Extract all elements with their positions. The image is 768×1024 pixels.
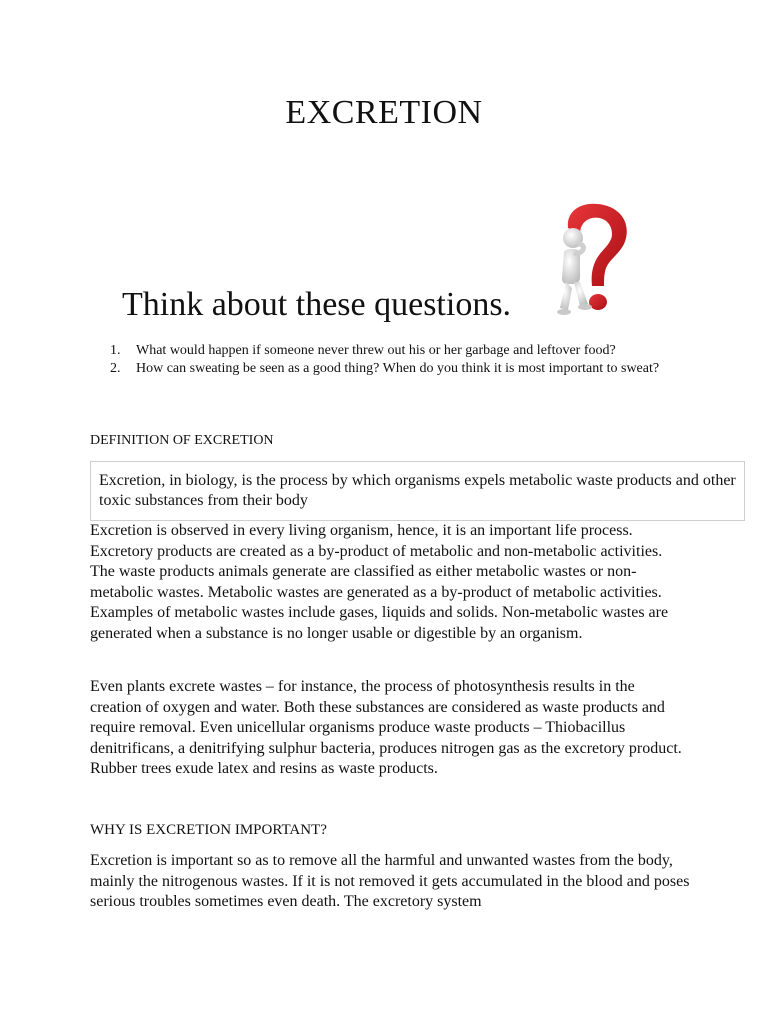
list-number: 1. [110, 343, 121, 358]
list-item [90, 360, 690, 378]
definition-text: Excretion, in biology, is the process by which organisms expels metabolic waste products and other toxic substances from their body [99, 472, 736, 509]
question-text: How can sweating be seen as a good thing? When do you think it is most important to sweat? [136, 361, 660, 376]
thinking-figure-graphic [546, 198, 636, 322]
importance-heading: WHY IS EXCRETION IMPORTANT? [90, 822, 327, 838]
definition-heading: DEFINITION OF EXCRETION [90, 433, 274, 448]
body-paragraph-1: Excretion is observed in every living organism, hence, it is an important life process. Excretory products are created as a by-product of metabolic and non-metabolic activities. The waste products animals generate are classified as either metabolic wastes or non-metabolic wastes. Metabolic wastes are generated as a by-product of metabolic activities. Examples of metabolic wastes include gases, liquids and solids. Non-metabolic wastes are generated when a substance is no longer usable or digestible by an organism. [90, 522, 669, 642]
list-number: 2. [110, 361, 121, 376]
list-item [90, 342, 690, 360]
thinking-person-question-mark-icon [546, 198, 636, 322]
section-subtitle: Think about these questions. [122, 286, 512, 323]
question-list [90, 342, 690, 378]
document-title: EXCRETION [285, 94, 483, 131]
body-paragraph-2: Even plants excrete wastes – for instance, the process of photosynthesis results in the creation of oxygen and water. Both these substances are considered as waste products and require removal. Even unicellular organisms produce waste products – Thiobacillus denitrificans, a denitrifying sulphur bacteria, produces nitrogen gas as the excretory product. Rubber trees exude latex and resins as waste products. [90, 678, 682, 778]
definition-box [90, 461, 745, 521]
question-text: What would happen if someone never threw out his or her garbage and leftover food? [136, 343, 616, 358]
body-paragraph-3: Excretion is important so as to remove all the harmful and unwanted wastes from the body, mainly the nitrogenous wastes. If it is not removed it gets accumulated in the blood and poses serious troubles sometimes even death. The excretory system [90, 852, 690, 911]
